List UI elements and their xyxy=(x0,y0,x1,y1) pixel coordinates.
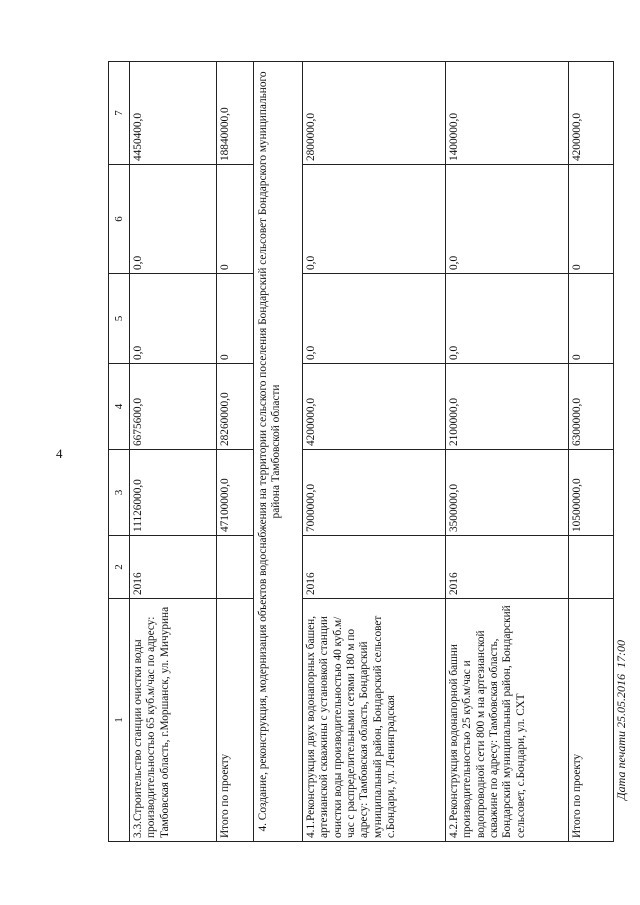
print-date: Дата печати 25.05.2016 17:00 xyxy=(614,639,628,800)
table-row xyxy=(130,62,217,842)
amount-cell: 0 xyxy=(217,165,254,274)
total-label-cell: Итого по проекту xyxy=(217,599,254,842)
amount-cell: 0,0 xyxy=(303,165,446,274)
amount-cell: 0,0 xyxy=(130,274,217,364)
year-cell: 2016 xyxy=(303,536,446,599)
column-header: 4 xyxy=(109,364,130,450)
amount-cell: 0,0 xyxy=(303,274,446,364)
total-row xyxy=(569,62,614,842)
amount-cell: 1400000,0 xyxy=(446,62,569,165)
amount-cell: 28260000,0 xyxy=(217,364,254,450)
table-row xyxy=(446,62,569,842)
amount-cell: 0 xyxy=(569,274,614,364)
project-description-cell: 4.2.Реконструкция водонапорной башни производительностью 25 куб.м/час и водопроводной сети 800 м на артезианской скважине по адресу: Тамбовская область, Бондарский муниципальный район, Бондарский сельсовет, с.Бондари, ул. СХТ xyxy=(446,599,569,842)
table-row xyxy=(303,62,446,842)
section-row xyxy=(254,62,303,842)
page-number: 4 xyxy=(56,446,63,461)
amount-cell: 0,0 xyxy=(446,165,569,274)
amount-cell: 4200000,0 xyxy=(303,364,446,450)
column-header: 1 xyxy=(109,599,130,842)
financing-table xyxy=(108,61,614,842)
year-cell: 2016 xyxy=(446,536,569,599)
column-header: 5 xyxy=(109,274,130,364)
amount-cell: 0 xyxy=(569,165,614,274)
amount-cell: 6300000,0 xyxy=(569,364,614,450)
rotated-table-container xyxy=(108,62,640,842)
amount-cell: 2100000,0 xyxy=(446,364,569,450)
year-cell xyxy=(217,536,254,599)
amount-cell: 10500000,0 xyxy=(569,450,614,536)
amount-cell: 3500000,0 xyxy=(446,450,569,536)
amount-cell: 7000000,0 xyxy=(303,450,446,536)
amount-cell: 2800000,0 xyxy=(303,62,446,165)
amount-cell: 4200000,0 xyxy=(569,62,614,165)
amount-cell: 11126000,0 xyxy=(130,450,217,536)
column-header: 2 xyxy=(109,536,130,599)
project-description-cell: 3.3.Строительство станции очистки воды производительностью 65 куб.м/час по адресу: Тамбовская область, г.Моршанск, ул. Мичурина xyxy=(130,599,217,842)
amount-cell: 6675600,0 xyxy=(130,364,217,450)
table-header-row xyxy=(109,62,130,842)
total-row xyxy=(217,62,254,842)
amount-cell: 0 xyxy=(217,274,254,364)
column-header: 3 xyxy=(109,450,130,536)
amount-cell: 47100000,0 xyxy=(217,450,254,536)
amount-cell: 0,0 xyxy=(130,165,217,274)
column-header: 6 xyxy=(109,165,130,274)
amount-cell: 4450400,0 xyxy=(130,62,217,165)
year-cell xyxy=(569,536,614,599)
year-cell: 2016 xyxy=(130,536,217,599)
section-title: 4. Создание, реконструкция, модернизация объектов водоснабжения на территории сельского поселения Бондарский сельсовет Бондарского муниципального района Тамбовской области xyxy=(254,62,303,842)
amount-cell: 0,0 xyxy=(446,274,569,364)
column-header: 7 xyxy=(109,62,130,165)
amount-cell: 18840000,0 xyxy=(217,62,254,165)
total-label-cell: Итого по проекту xyxy=(569,599,614,842)
project-description-cell: 4.1.Реконструкция двух водонапорных башен, артезианской скважины с установкой станции очистки воды производительностью 40 куб.м/час с распределительными сетями 180 м по адресу: Тамбовская область, Бондарский муниципальный район, Бондарский сельсовет с.Бондари, ул. Ленинградская xyxy=(303,599,446,842)
